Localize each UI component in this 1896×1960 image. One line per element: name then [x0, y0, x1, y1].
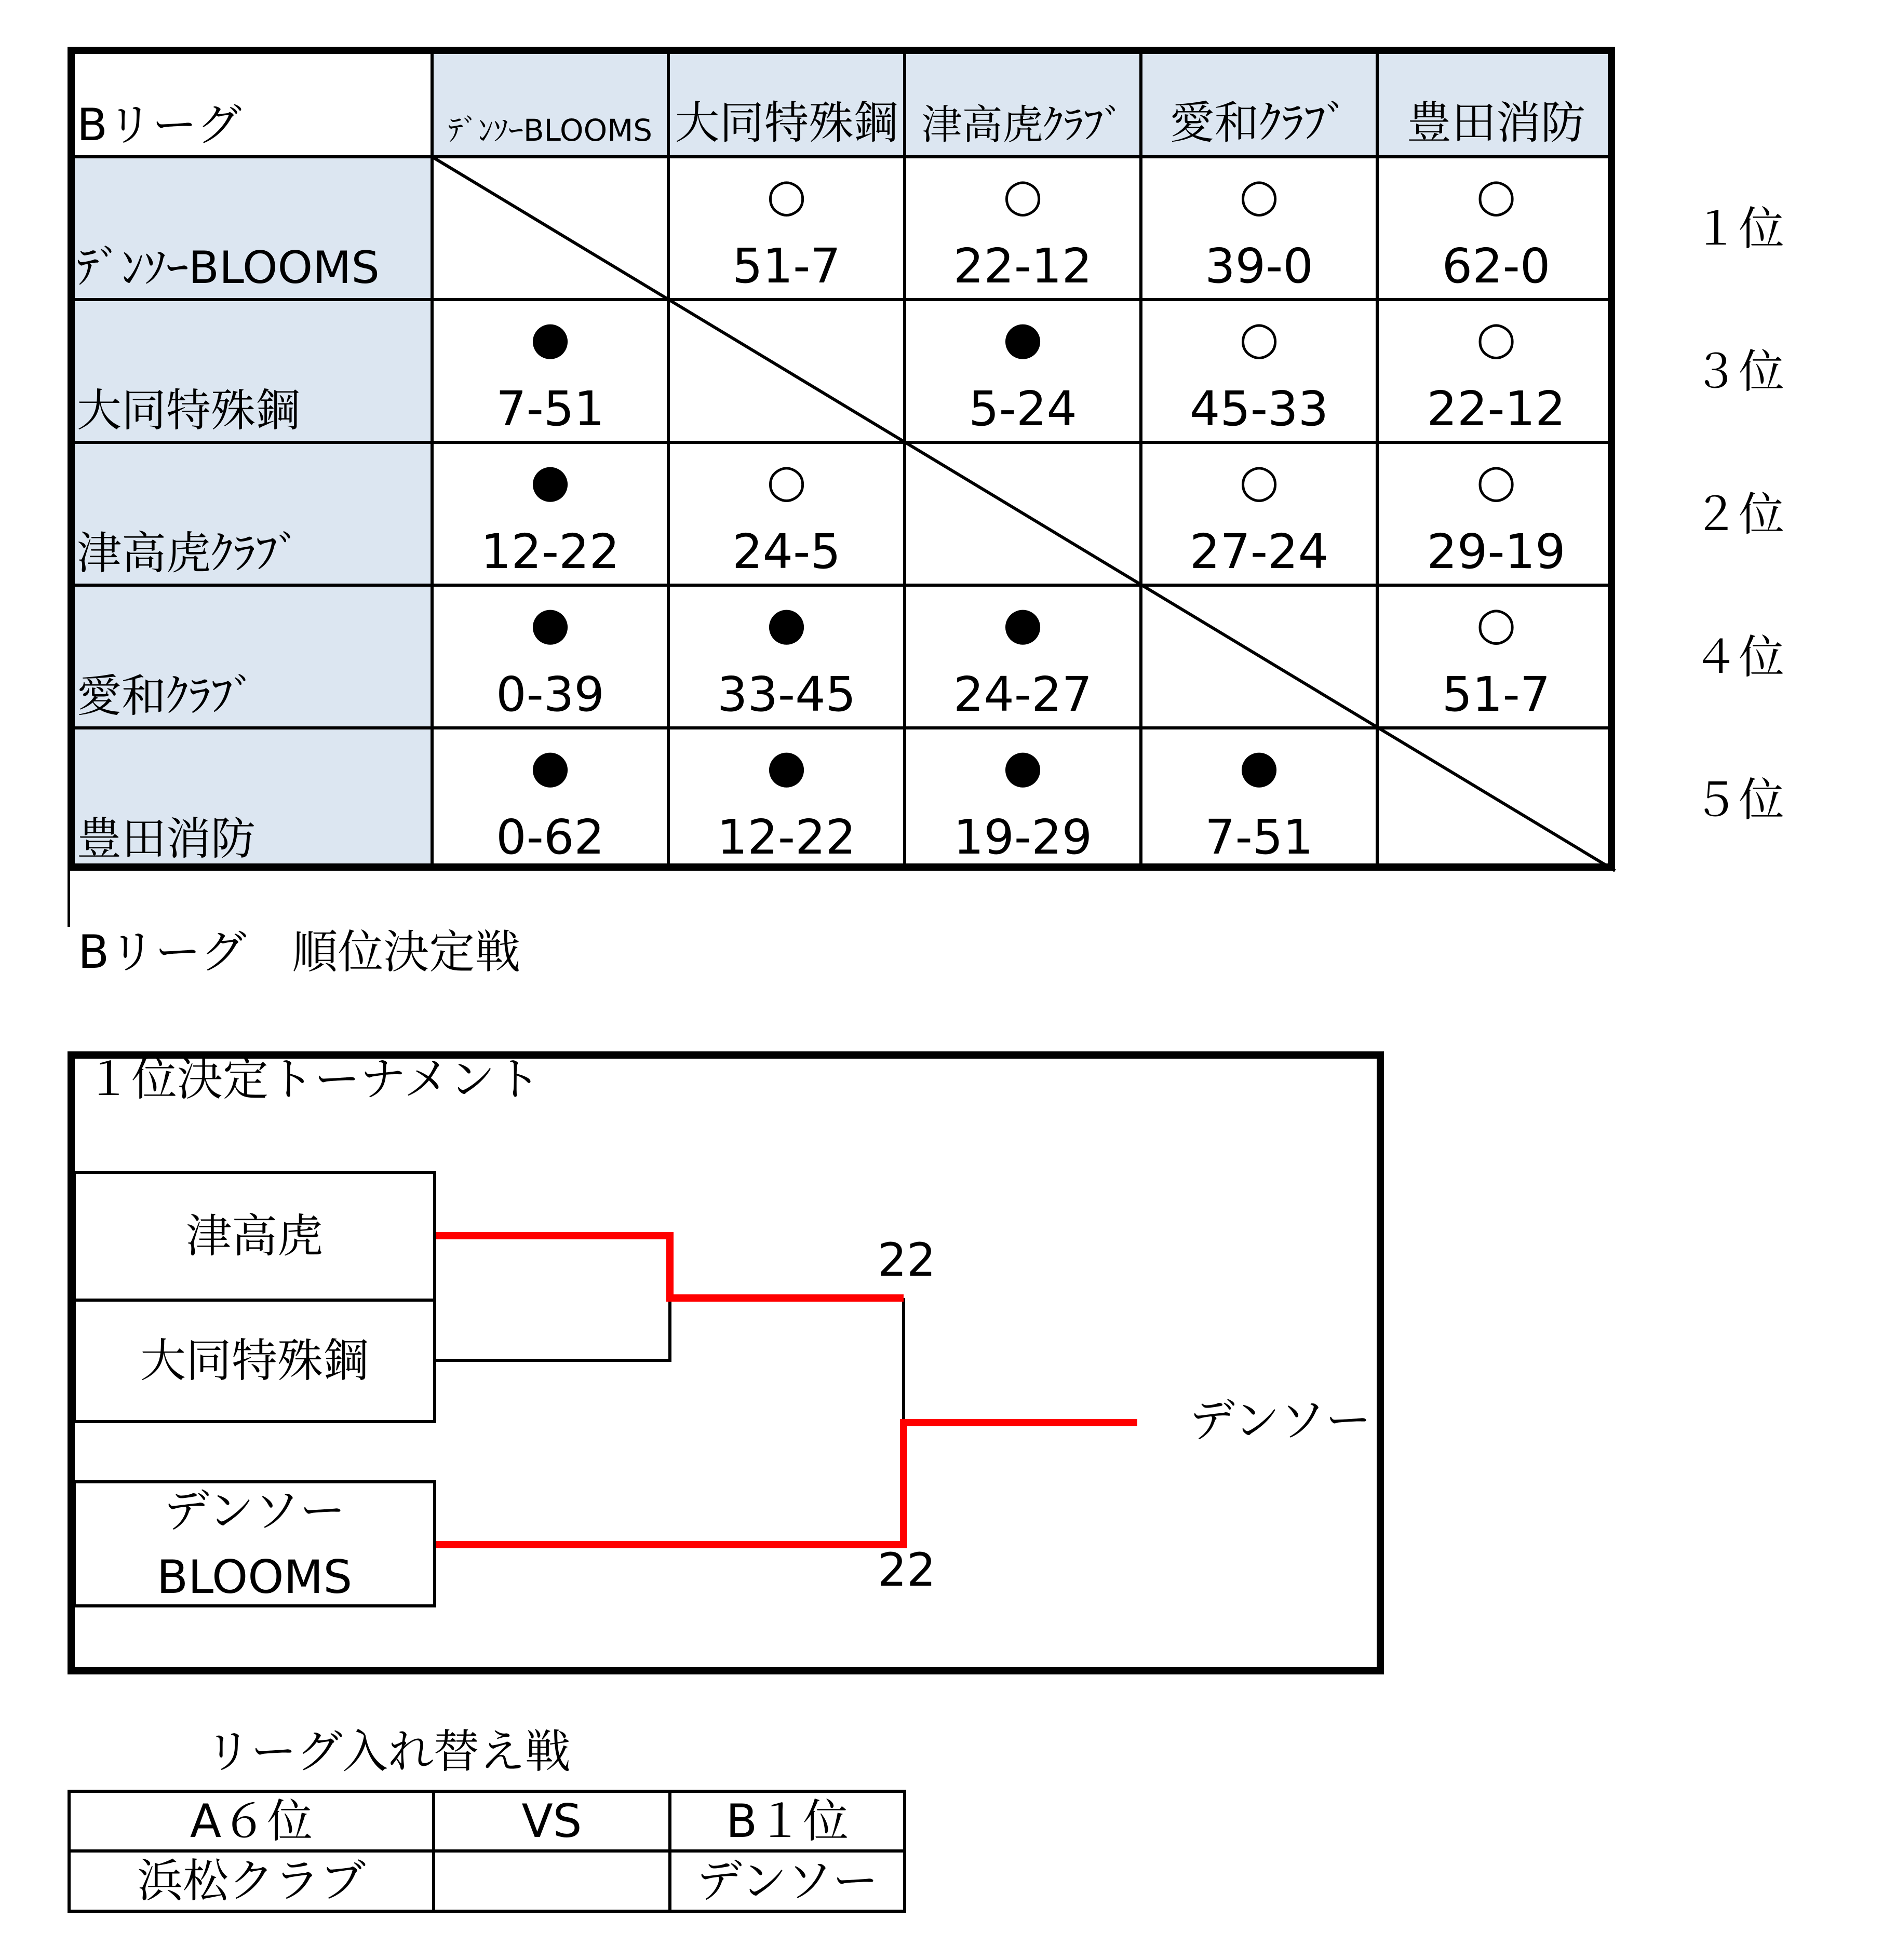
rank-label: ４位	[1693, 630, 1785, 684]
win-mark: ○	[1476, 597, 1516, 650]
loss-mark: ●	[530, 454, 570, 507]
bracket-score-bottom: 22	[878, 1543, 936, 1597]
bracket-team-denso: デンソー BLOOMS	[73, 1480, 436, 1607]
score-value: 12-22	[480, 524, 620, 579]
row-header-label: 愛和ｸﾗﾌﾞ	[77, 670, 256, 722]
swap-header-b1: B１位	[725, 1794, 849, 1848]
ranking-section-title: Bリーグ 順位決定戦	[78, 925, 521, 979]
rank-label: ５位	[1693, 773, 1785, 827]
win-mark: ○	[1003, 168, 1043, 222]
col-header-label: 津高虎ｸﾗﾌﾞ	[921, 102, 1124, 148]
score-value: 19-29	[953, 809, 1093, 865]
score-value: 45-33	[1189, 381, 1329, 437]
row-header-label: 津高虎ｸﾗﾌﾞ	[77, 528, 300, 579]
win-mark: ○	[1476, 168, 1516, 222]
loss-mark: ●	[1003, 597, 1043, 650]
win-mark: ○	[1239, 311, 1279, 364]
bracket-line-daido	[436, 1298, 670, 1360]
score-value: 5-24	[969, 381, 1077, 437]
score-value: 39-0	[1205, 238, 1313, 294]
score-value: 51-7	[732, 238, 841, 294]
score-value: 7-51	[496, 381, 604, 437]
swap-team-b1: デンソー	[696, 1854, 879, 1908]
score-value: 27-24	[1189, 524, 1329, 579]
rank-label: ３位	[1693, 345, 1785, 398]
loss-mark: ●	[767, 597, 806, 650]
swap-header-vs: VS	[521, 1794, 582, 1848]
col-header-label: 愛和ｸﾗﾌﾞ	[1169, 97, 1349, 149]
score-value: 24-5	[732, 524, 841, 579]
rank-label: ２位	[1693, 488, 1785, 541]
swap-vs-empty	[435, 1853, 668, 1910]
loss-mark: ●	[1239, 739, 1279, 793]
score-value: 7-51	[1205, 809, 1313, 865]
win-mark: ○	[767, 454, 806, 507]
score-value: 62-0	[1442, 238, 1551, 294]
row-header-label: 大同特殊鋼	[77, 385, 300, 437]
swap-team-a6: 浜松クラブ	[137, 1854, 366, 1908]
win-mark: ○	[1476, 311, 1516, 364]
loss-mark: ●	[530, 597, 570, 650]
win-mark: ○	[1476, 454, 1516, 507]
rank-label: １位	[1693, 202, 1785, 255]
bracket-winner: デンソー	[1189, 1394, 1371, 1447]
score-value: 0-39	[496, 667, 604, 722]
win-mark: ○	[767, 168, 806, 222]
score-value: 33-45	[717, 667, 856, 722]
bracket-line-tsutakatora	[436, 1236, 904, 1298]
score-value: 0-62	[496, 809, 604, 865]
loss-mark: ●	[1003, 739, 1043, 793]
score-value: 24-27	[953, 667, 1093, 722]
score-value: 29-19	[1427, 524, 1566, 579]
score-value: 51-7	[1442, 667, 1551, 722]
row-header-label: 豊田消防	[77, 813, 256, 865]
col-header-label: 豊田消防	[1407, 97, 1585, 149]
tournament-title: １位決定トーナメント	[86, 1052, 541, 1106]
loss-mark: ●	[530, 739, 570, 793]
score-value: 22-12	[1427, 381, 1566, 437]
swap-header-a6: A６位	[190, 1794, 313, 1848]
win-mark: ○	[1239, 454, 1279, 507]
row-header-label: ﾃﾞﾝｿｰBLOOMS	[77, 242, 380, 294]
loss-mark: ●	[530, 311, 570, 364]
bracket-team-daido: 大同特殊鋼	[73, 1299, 436, 1423]
score-value: 12-22	[717, 809, 856, 865]
bracket-score-top: 22	[878, 1233, 936, 1287]
loss-mark: ●	[767, 739, 806, 793]
win-mark: ○	[1239, 168, 1279, 222]
bracket-team-tsutakatora: 津高虎	[73, 1171, 436, 1302]
col-header-label: 大同特殊鋼	[675, 97, 898, 149]
col-header-label: ﾃﾞﾝｿｰBLOOMS	[448, 113, 653, 148]
score-value: 22-12	[953, 238, 1093, 294]
bracket-line-denso	[436, 1423, 1137, 1545]
league-label: Bリーグ	[77, 99, 241, 151]
swap-title: リーグ入れ替え戦	[205, 1725, 571, 1778]
loss-mark: ●	[1003, 311, 1043, 364]
